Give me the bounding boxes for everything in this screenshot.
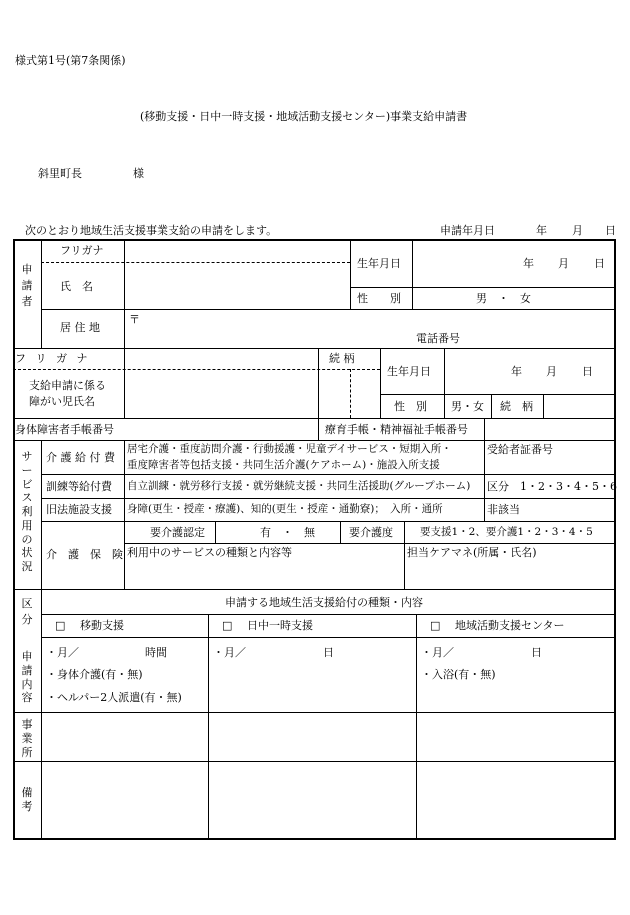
applicant-name-field[interactable]	[125, 263, 349, 308]
application-date-year: 年	[536, 224, 547, 237]
applicant-name-label: 氏 名	[60, 280, 93, 293]
applicant-address-field[interactable]	[140, 310, 610, 347]
applicant-section-label: 申請者	[21, 263, 33, 308]
form-number: 様式第1号(第7条関係)	[15, 54, 126, 67]
higaito-label: 非該当	[487, 503, 520, 516]
applicant-furigana-label: フリガナ	[60, 244, 104, 257]
child-birth-day: 日	[582, 365, 593, 378]
other-handbook-field[interactable]	[485, 419, 615, 439]
yu-mu-options: 有 ・ 無	[260, 526, 315, 539]
application-date-label: 申請年月日	[440, 224, 495, 237]
application-date-month: 月	[572, 224, 583, 237]
applicant-sex-label: 性 別	[357, 292, 401, 305]
applicant-birth-label: 生年月日	[357, 257, 401, 270]
physical-handbook-label: 身体障害者手帳番号	[15, 423, 114, 436]
child-furigana-label: フ リ ガ ナ	[15, 352, 91, 365]
type-chiiki: 地域活動支援センター	[455, 619, 565, 632]
child-relation2-label: 続 柄	[500, 400, 533, 413]
service-section-label: サービス利用の状況	[21, 450, 33, 573]
applicant-birth-year: 年	[523, 257, 534, 270]
yokaigo-levels: 要支援1・2、要介護1・2・3・4・5	[420, 526, 593, 538]
col3-line1: ・月／ 日	[421, 646, 542, 659]
child-sex-label: 性 別	[394, 400, 427, 413]
recipient-cert-label: 受給者証番号	[487, 443, 553, 456]
other-handbook-label: 療育手帳・精神福祉手帳番号	[325, 423, 468, 436]
applicant-birth-month: 月	[558, 257, 569, 270]
checkbox-idou[interactable]: □	[55, 619, 66, 632]
applicant-address-label: 居 住 地	[60, 321, 100, 334]
child-relation-label: 続 柄	[329, 352, 355, 365]
child-birth-month: 月	[546, 365, 557, 378]
child-name-label-line1: 支給申請に係る	[29, 379, 106, 392]
kaigo-kyufu-label: 介 護 給 付 費	[46, 451, 115, 464]
phone-label: 電話番号	[416, 332, 460, 345]
child-birth-label: 生年月日	[387, 365, 431, 378]
child-name-field[interactable]	[125, 370, 317, 417]
child-sex-options: 男・女	[451, 400, 484, 413]
child-birth-year: 年	[511, 365, 522, 378]
remarks-label: 備考	[21, 786, 33, 813]
current-services-label: 利用中のサービスの種類と内容等	[127, 546, 292, 559]
col2-line1: ・月／ 日	[213, 646, 334, 659]
col1-line3: ・ヘルパー2人派遣(有・無)	[46, 691, 182, 704]
physical-handbook-field[interactable]	[125, 419, 317, 439]
kunren-detail: 自立訓練・就労移行支援・就労継続支援・共同生活援助(グループホーム)	[127, 480, 471, 492]
yokaigo-do-label: 要介護度	[349, 526, 393, 539]
checkbox-chiiki[interactable]: □	[430, 619, 441, 632]
kaigo-kyufu-detail-2: 重度障害者等包括支援・共同生活介護(ケアホーム)・施設入所支援	[127, 459, 440, 471]
postal-mark: 〒	[129, 313, 140, 326]
request-header: 申請する地域生活支援給付の種類・内容	[225, 596, 423, 609]
checkbox-nicchu[interactable]: □	[222, 619, 233, 632]
content-label: 申請内容	[21, 650, 33, 705]
addressee-suffix: 様	[133, 167, 144, 180]
care-manager-label: 担当ケアマネ(所属・氏名)	[407, 546, 537, 559]
applicant-birth-day: 日	[594, 257, 605, 270]
type-idou: 移動支援	[80, 619, 124, 632]
applicant-furigana-field[interactable]	[125, 240, 349, 261]
addressee: 斜里町長	[38, 167, 82, 180]
intro-text: 次のとおり地域生活支援事業支給の申請をします。	[25, 224, 278, 237]
application-date-day: 日	[605, 224, 616, 237]
kaigo-kyufu-detail-1: 居宅介護・重度訪問介護・行動援護・児童デイサービス・短期入所・	[127, 443, 452, 455]
applicant-sex-options: 男 ・ 女	[476, 292, 531, 305]
form-title: (移動支援・日中一時支援・地域活動支援センター)事業支給申請書	[140, 110, 468, 123]
kubun-label: 区分	[21, 597, 33, 626]
kyuho-label: 旧法施設支援	[46, 503, 112, 516]
yokaigo-nintei-label: 要介護認定	[150, 526, 205, 539]
child-name-label-line2: 障がい児氏名	[29, 395, 95, 408]
kaigo-hoken-label: 介 護 保 険	[46, 548, 123, 561]
kyuho-detail: 身障(更生・授産・療護)、知的(更生・授産・通勤寮)； 入所・通所	[127, 503, 443, 515]
col1-line1: ・月／ 時間	[46, 646, 167, 659]
col3-line2: ・入浴(有・無)	[421, 668, 496, 681]
kunren-label: 訓練等給付費	[46, 480, 112, 493]
col1-line2: ・身体介護(有・無)	[46, 668, 143, 681]
type-nicchu: 日中一時支援	[247, 619, 313, 632]
office-label: 事業所	[21, 718, 33, 759]
kubun-levels: 区分 1・2・3・4・5・6	[487, 480, 617, 493]
